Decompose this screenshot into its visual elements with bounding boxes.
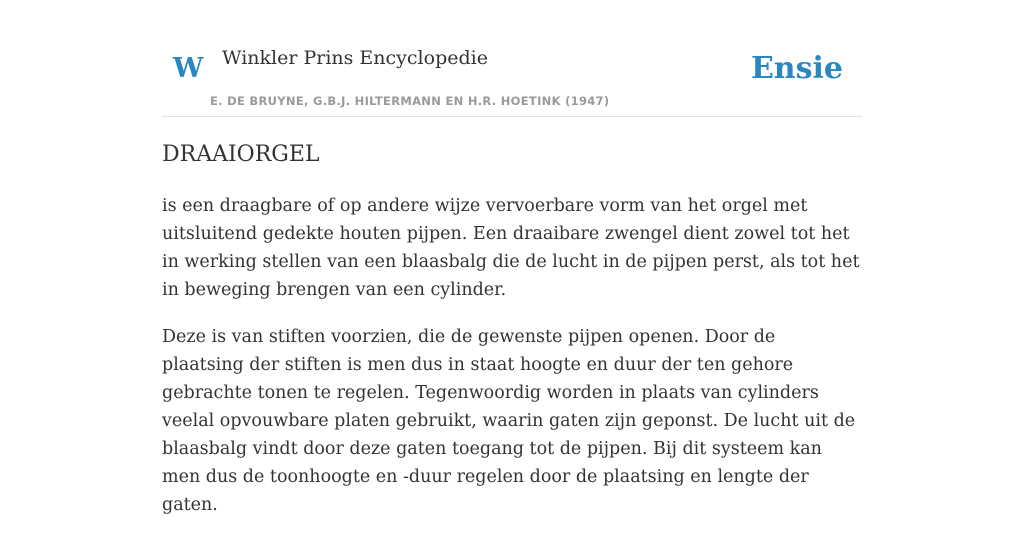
authors-line: E. DE BRUYNE, G.B.J. HILTERMANN EN H.R. HOETINK (1947) bbox=[210, 94, 610, 108]
book-title[interactable]: Winkler Prins Encyclopedie bbox=[222, 47, 488, 69]
entry-title: DRAAIORGEL bbox=[162, 142, 320, 167]
article-page bbox=[162, 0, 862, 515]
encyclopedia-logo[interactable]: W bbox=[173, 53, 204, 84]
entry-paragraph: is een draagbare of op andere wijze vervoerbare vorm van het orgel met uitsluitend gedekte houten pijpen. Een draaibare zwengel dient zowel tot het in werking stellen van een blaasbalg die de lucht in de pijpen perst, als tot het in beweging brengen van een cylinder. bbox=[162, 196, 860, 300]
entry-content bbox=[162, 192, 862, 538]
entry-paragraph: Deze is van stiften voorzien, die de gewenste pijpen openen. Door de plaatsing der stiften is men dus in staat hoogte en duur der ten gehore gebrachte tonen te regelen. Tegenwoordig worden in plaats van cylinders veelal opvouwbare platen gebruikt, waarin gaten zijn geponst. De lucht uit de blaasbalg vindt door deze gaten toegang tot de pijpen. Bij dit systeem kan men dus de toonhoogte en -duur regelen door de plaatsing en lengte der gaten. bbox=[162, 327, 856, 515]
ensie-logo[interactable]: Ensie bbox=[750, 51, 843, 86]
header bbox=[162, 0, 862, 117]
